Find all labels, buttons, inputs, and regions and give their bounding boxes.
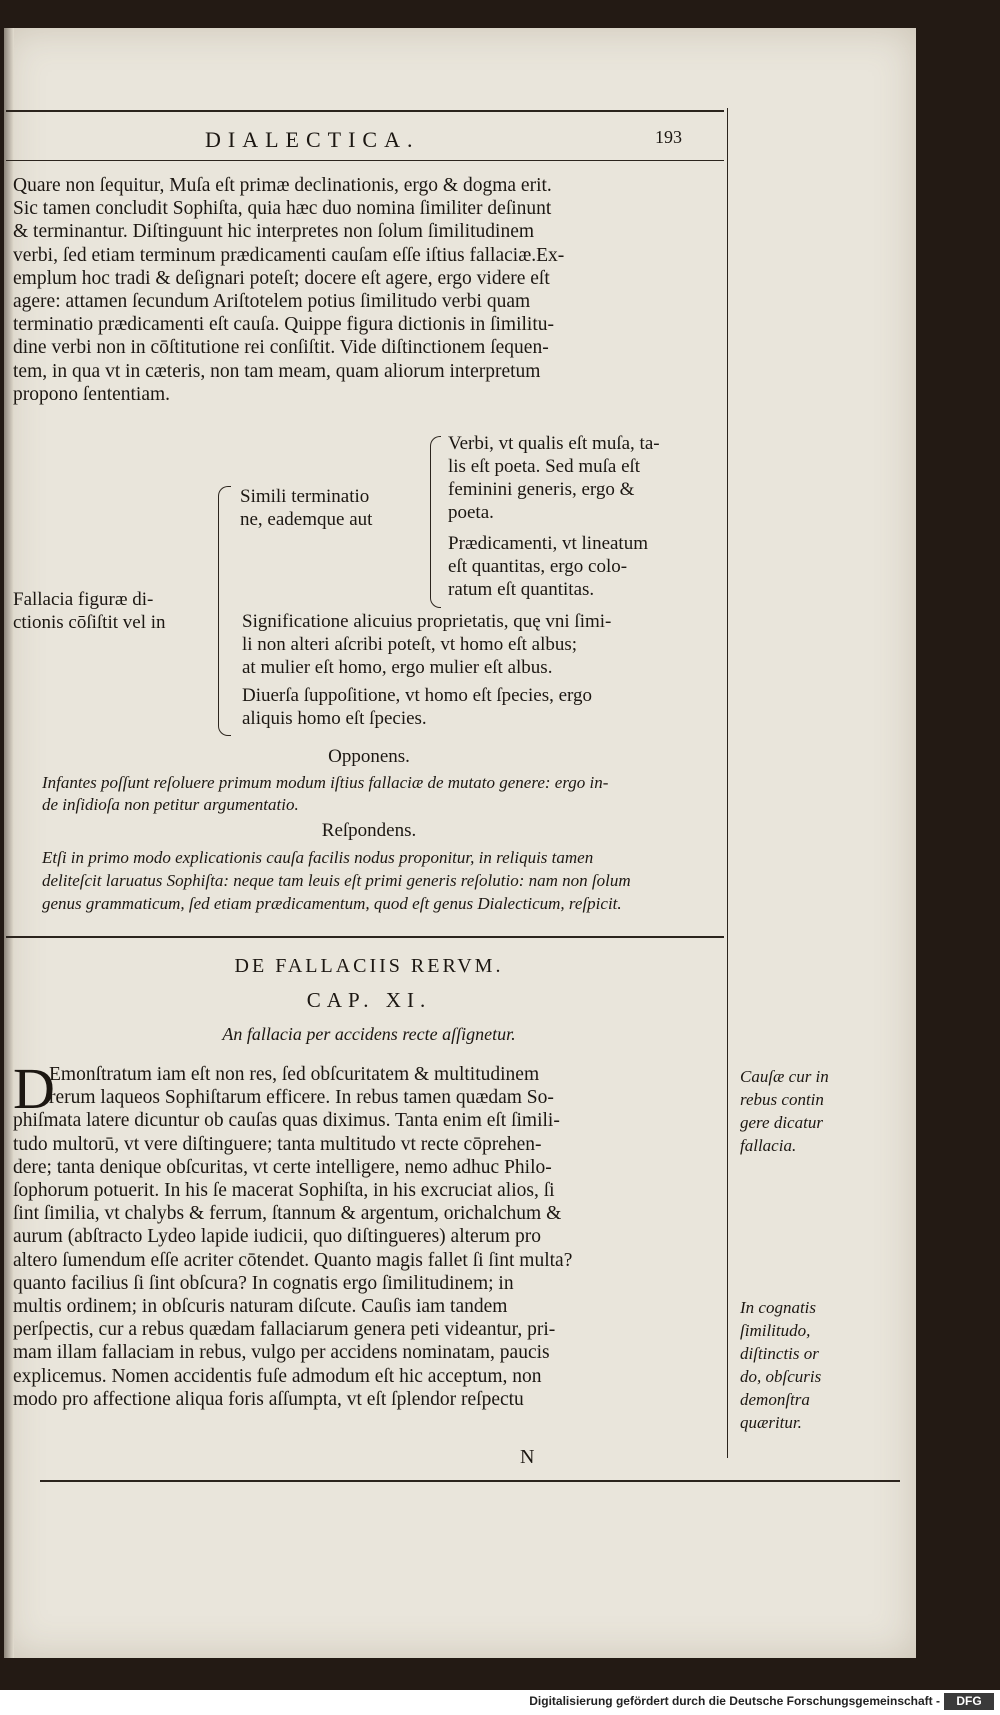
table-significatione [242, 610, 611, 679]
text-line: Sic tamen concludit Sophiſta, quia hæc duo nomina ſimiliter deſinunt [13, 198, 552, 220]
text-line: poeta. [448, 502, 494, 523]
text-line: altero ſumendum eſſe acriter cōtendet. Quanto magis fallet ſi ſint multa? [13, 1249, 573, 1271]
table-verbi [448, 432, 660, 524]
text-line: Fallacia figuræ di- [13, 589, 154, 610]
main-brace [218, 486, 231, 736]
text-line: tudo multorū, vt vere diſtinguere; tanta multitudo vt recte cōprehen- [13, 1133, 542, 1155]
marginal-note-2 [740, 1296, 821, 1434]
text-line: delitеſcit laruatus Sophiſta: neque tam leuis eſt primi generis reſolutio: nam non ſolum [42, 871, 631, 890]
text-line: Etſi in primo modo explicationis cauſa facilis nodus proponitur, in reliquis tamen [42, 848, 594, 867]
text-line: ſimilitudo, [740, 1321, 811, 1340]
chapter-subtitle: An fallacia per accidens recte aſſignetur. [222, 1024, 516, 1044]
text-line: do, obſcuris [740, 1367, 822, 1386]
text-line: rerum laqueos Sophiſtarum efficere. In rebus tamen quædam So- [49, 1087, 554, 1109]
text-line: aliquis homo eſt ſpecies. [242, 708, 427, 729]
text-line: agere: attamen ſecundum Ariſtotelem potius ſimilitudo verbi quam [13, 291, 531, 313]
text-line: aurum (abſtracto Lydeo lapide iudicii, quo diſtingueres) alterum pro [13, 1226, 541, 1248]
text-line: de inſidioſa non petitur argumentatio. [42, 795, 299, 814]
header-rule [6, 160, 724, 161]
text-line: diſtinctis or [740, 1344, 819, 1363]
section-rule [6, 936, 724, 938]
opponens-label: Opponens. [328, 746, 410, 767]
table-diuersa [242, 684, 592, 730]
text-line: phiſmata latere dicuntur ob cauſas quas diximus. Tanta enim eſt ſimili- [13, 1110, 560, 1132]
text-line: ſint ſimilia, vt chalybs & ferrum, ſtannum & argentum, orichalchum & [13, 1203, 562, 1225]
text-line: perſpectis, cur a rebus quædam fallaciarum genera peti videantur, pri- [13, 1319, 556, 1341]
text-line: fallacia. [740, 1136, 797, 1155]
text-line: ctionis cōſiſtit vel in [13, 612, 166, 633]
text-line: verbi, ſed etiam terminum prædicamenti cauſam eſſe iſtius fallaciæ.Ex- [13, 244, 565, 266]
opponens-text [42, 772, 722, 816]
text-line: mam illam fallaciam in rebus, vulgo per accidens nominatam, paucis [13, 1342, 550, 1364]
text-line: In cognatis [740, 1298, 817, 1317]
text-line: genus grammaticum, ſed etiam prædicamentum, quod eſt genus Dialecticum, reſpicit. [42, 894, 622, 913]
top-rule [6, 110, 724, 112]
text-line: eſt quantitas, ergo colo- [448, 556, 628, 577]
text-line: & terminantur. Diſtinguunt hic interpretes non ſolum ſimilitudinem [13, 221, 535, 243]
text-line: feminini generis, ergo & [448, 479, 635, 500]
dfg-logo-icon: DFG [944, 1693, 994, 1710]
text-line: explicemus. Nomen accidentis fuſe admodum eſt hic acceptum, non [13, 1365, 542, 1387]
respondens-text [42, 846, 722, 915]
text-line: Verbi, vt qualis eſt muſa, ta- [448, 433, 660, 454]
text-line: ratum eſt quantitas. [448, 579, 595, 600]
text-line: Quare non ſequitur, Muſa eſt primæ declinationis, ergo & dogma erit. [13, 175, 552, 196]
respondens-label: Reſpondens. [321, 820, 417, 841]
marginal-note-1 [740, 1065, 829, 1157]
text-line: dere; tanta denique obſcuritas, vt certe intelligere, nemo adhuc Philo- [13, 1156, 552, 1178]
text-line: ſophorum potuerit. In his ſe macerat Sophiſta, in his excruciat alios, ſi [13, 1180, 555, 1202]
table-praedicamenti [448, 532, 648, 601]
text-line: Prædicamenti, vt lineatum [448, 533, 648, 554]
text-line: tem, in qua vt in cæteris, non tam meam, quam aliorum interpretum [13, 360, 541, 382]
digitization-footer [0, 1690, 1000, 1715]
text-line: Cauſæ cur in [740, 1067, 829, 1086]
drop-cap: D [13, 1056, 55, 1121]
text-line: Emonſtratum iam eſt non res, ſed obſcuritatem & multitudinem [49, 1064, 540, 1085]
text-line: Simili terminatio [240, 486, 370, 507]
bottom-rule [40, 1480, 900, 1482]
text-line: modo pro affectione aliqua foris aſſumpta, vt eſt ſplendor reſpectu [13, 1388, 524, 1410]
chapter-number: CAP. XI. [306, 988, 432, 1012]
text-line: Significatione alicuius proprietatis, quę vni ſimi- [242, 611, 612, 632]
margin-divider [727, 108, 728, 1458]
text-line: demonſtra [740, 1390, 810, 1409]
text-line: terminatio prædicamenti eſt cauſa. Quippe figura dictionis in ſimilitu- [13, 314, 554, 336]
text-line: lis eſt poeta. Sed muſa eſt [448, 456, 641, 477]
text-line: gere dicatur [740, 1113, 823, 1132]
text-line: propono ſententiam. [13, 383, 171, 405]
page-number: 193 [655, 127, 682, 147]
text-line: li non alteri aſcribi poteſt, vt homo eſt albus; [242, 634, 578, 655]
intro-paragraph [13, 174, 725, 406]
text-line: multis ordinem; in obſcuris naturam diſcute. Cauſis iam tandem [13, 1296, 508, 1318]
text-line: rebus contin [740, 1090, 824, 1109]
text-line: Diuerſa ſuppoſitione, vt homo eſt ſpecies, ergo [242, 685, 593, 706]
funding-credit: Digitalisierung gefördert durch die Deutsche Forschungsgemeinschaft - [529, 1694, 940, 1708]
table-root-label [13, 588, 166, 634]
sub-brace [430, 436, 441, 608]
text-line: at mulier eſt homo, ergo mulier eſt albus. [242, 657, 553, 678]
text-line: dine verbi non in cōſtitutione rei conſiſtit. Vide diſtinctionem ſequen- [13, 337, 549, 359]
chapter-heading: DE FALLACIIS RERVM. [234, 955, 504, 977]
table-simili-label [240, 485, 372, 531]
text-line: ne, eademque aut [240, 509, 373, 530]
text-line: quanto facilius ſi ſint obſcura? In cognatis ergo ſimilitudinem; in [13, 1272, 514, 1294]
body-paragraph [13, 1063, 725, 1411]
running-head: DIALECTICA. [205, 127, 420, 152]
text-line: Infantes poſſunt reſoluere primum modum iſtius fallaciæ de mutato genere: ergo in- [42, 773, 609, 792]
text-line: emplum hoc tradi & deſignari poteſt; docere eſt agere, ergo videre eſt [13, 267, 550, 289]
signature-mark: N [520, 1446, 535, 1468]
text-line: quæritur. [740, 1413, 802, 1432]
